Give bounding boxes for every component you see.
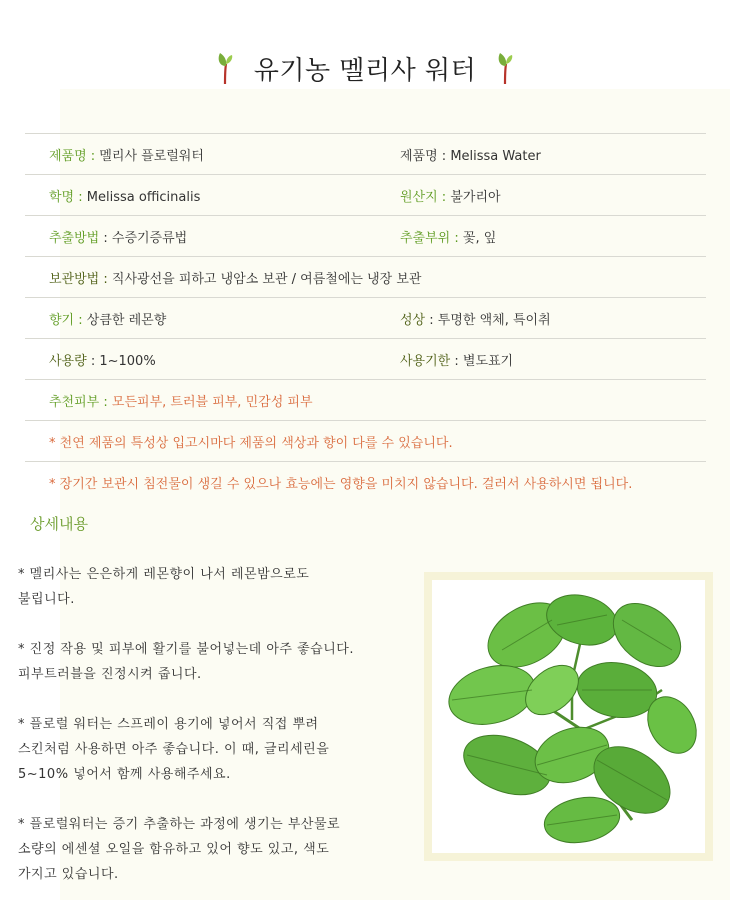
product-name-ko: 제품명 : 멜리사 플로럴워터	[49, 148, 204, 164]
note-color-variation: * 천연 제품의 특성상 입고시마다 제품의 색상과 향이 다를 수 있습니다.	[49, 435, 453, 451]
usage-amount: 사용량 : 1~100%	[49, 353, 156, 369]
melissa-leaves-photo	[432, 580, 705, 853]
expiry: 사용기한 : 별도표기	[400, 353, 514, 369]
page-title	[0, 48, 730, 88]
info-row	[25, 174, 706, 215]
info-row	[25, 133, 706, 174]
sprout-icon	[494, 50, 516, 86]
info-row	[25, 215, 706, 256]
info-row	[25, 379, 706, 420]
details-paragraph: * 플로럴 워터는 스프레이 용기에 넣어서 직접 뿌려 스킨처럼 사용하면 아주 좋습니다. 이 때, 글리세린을 5~10% 넣어서 함께 사용해주세요.	[18, 717, 330, 782]
details-heading: 상세내용	[30, 515, 88, 533]
info-row	[25, 256, 706, 297]
melissa-leaves-illustration	[432, 580, 705, 853]
info-row	[25, 297, 706, 338]
details-paragraph: * 진정 작용 및 피부에 활기를 불어넣는데 아주 좋습니다. 피부트러블을 진정시켜 줍니다.	[18, 642, 354, 682]
info-row	[25, 338, 706, 379]
origin: 원산지 : 불가리아	[400, 189, 501, 205]
recommended-skin: 추천피부 : 모든피부, 트러블 피부, 민감성 피부	[49, 394, 313, 410]
sprout-icon	[214, 50, 236, 86]
info-row	[25, 462, 706, 502]
details-description	[18, 562, 408, 912]
details-paragraph: * 플로럴워터는 증기 추출하는 과정에 생기는 부산물로 소량의 에센셜 오일을 함유하고 있어 향도 있고, 색도 가지고 있습니다.	[18, 817, 341, 882]
note-sediment: * 장기간 보관시 침전물이 생길 수 있으나 효능에는 영향을 미치지 않습니다. 걸러서 사용하시면 됩니다.	[49, 476, 633, 492]
extraction-method: 추출방법 : 수증기증류법	[49, 230, 188, 246]
storage-method: 보관방법 : 직사광선을 피하고 냉암소 보관 / 여름철에는 냉장 보관	[49, 271, 422, 287]
scent: 향기 : 상큼한 레몬향	[49, 312, 167, 328]
title-text: 유기농 멜리사 워터	[253, 55, 477, 86]
scientific-name: 학명 : Melissa officinalis	[49, 189, 201, 205]
appearance: 성상 : 투명한 액체, 특이취	[400, 312, 551, 328]
product-name-en: 제품명 : Melissa Water	[400, 148, 541, 164]
extraction-part: 추출부위 : 꽃, 잎	[400, 230, 497, 246]
product-info-table	[25, 133, 706, 502]
details-paragraph: * 멜리사는 은은하게 레몬향이 나서 레몬밤으로도 불립니다.	[18, 567, 310, 607]
info-row	[25, 420, 706, 462]
